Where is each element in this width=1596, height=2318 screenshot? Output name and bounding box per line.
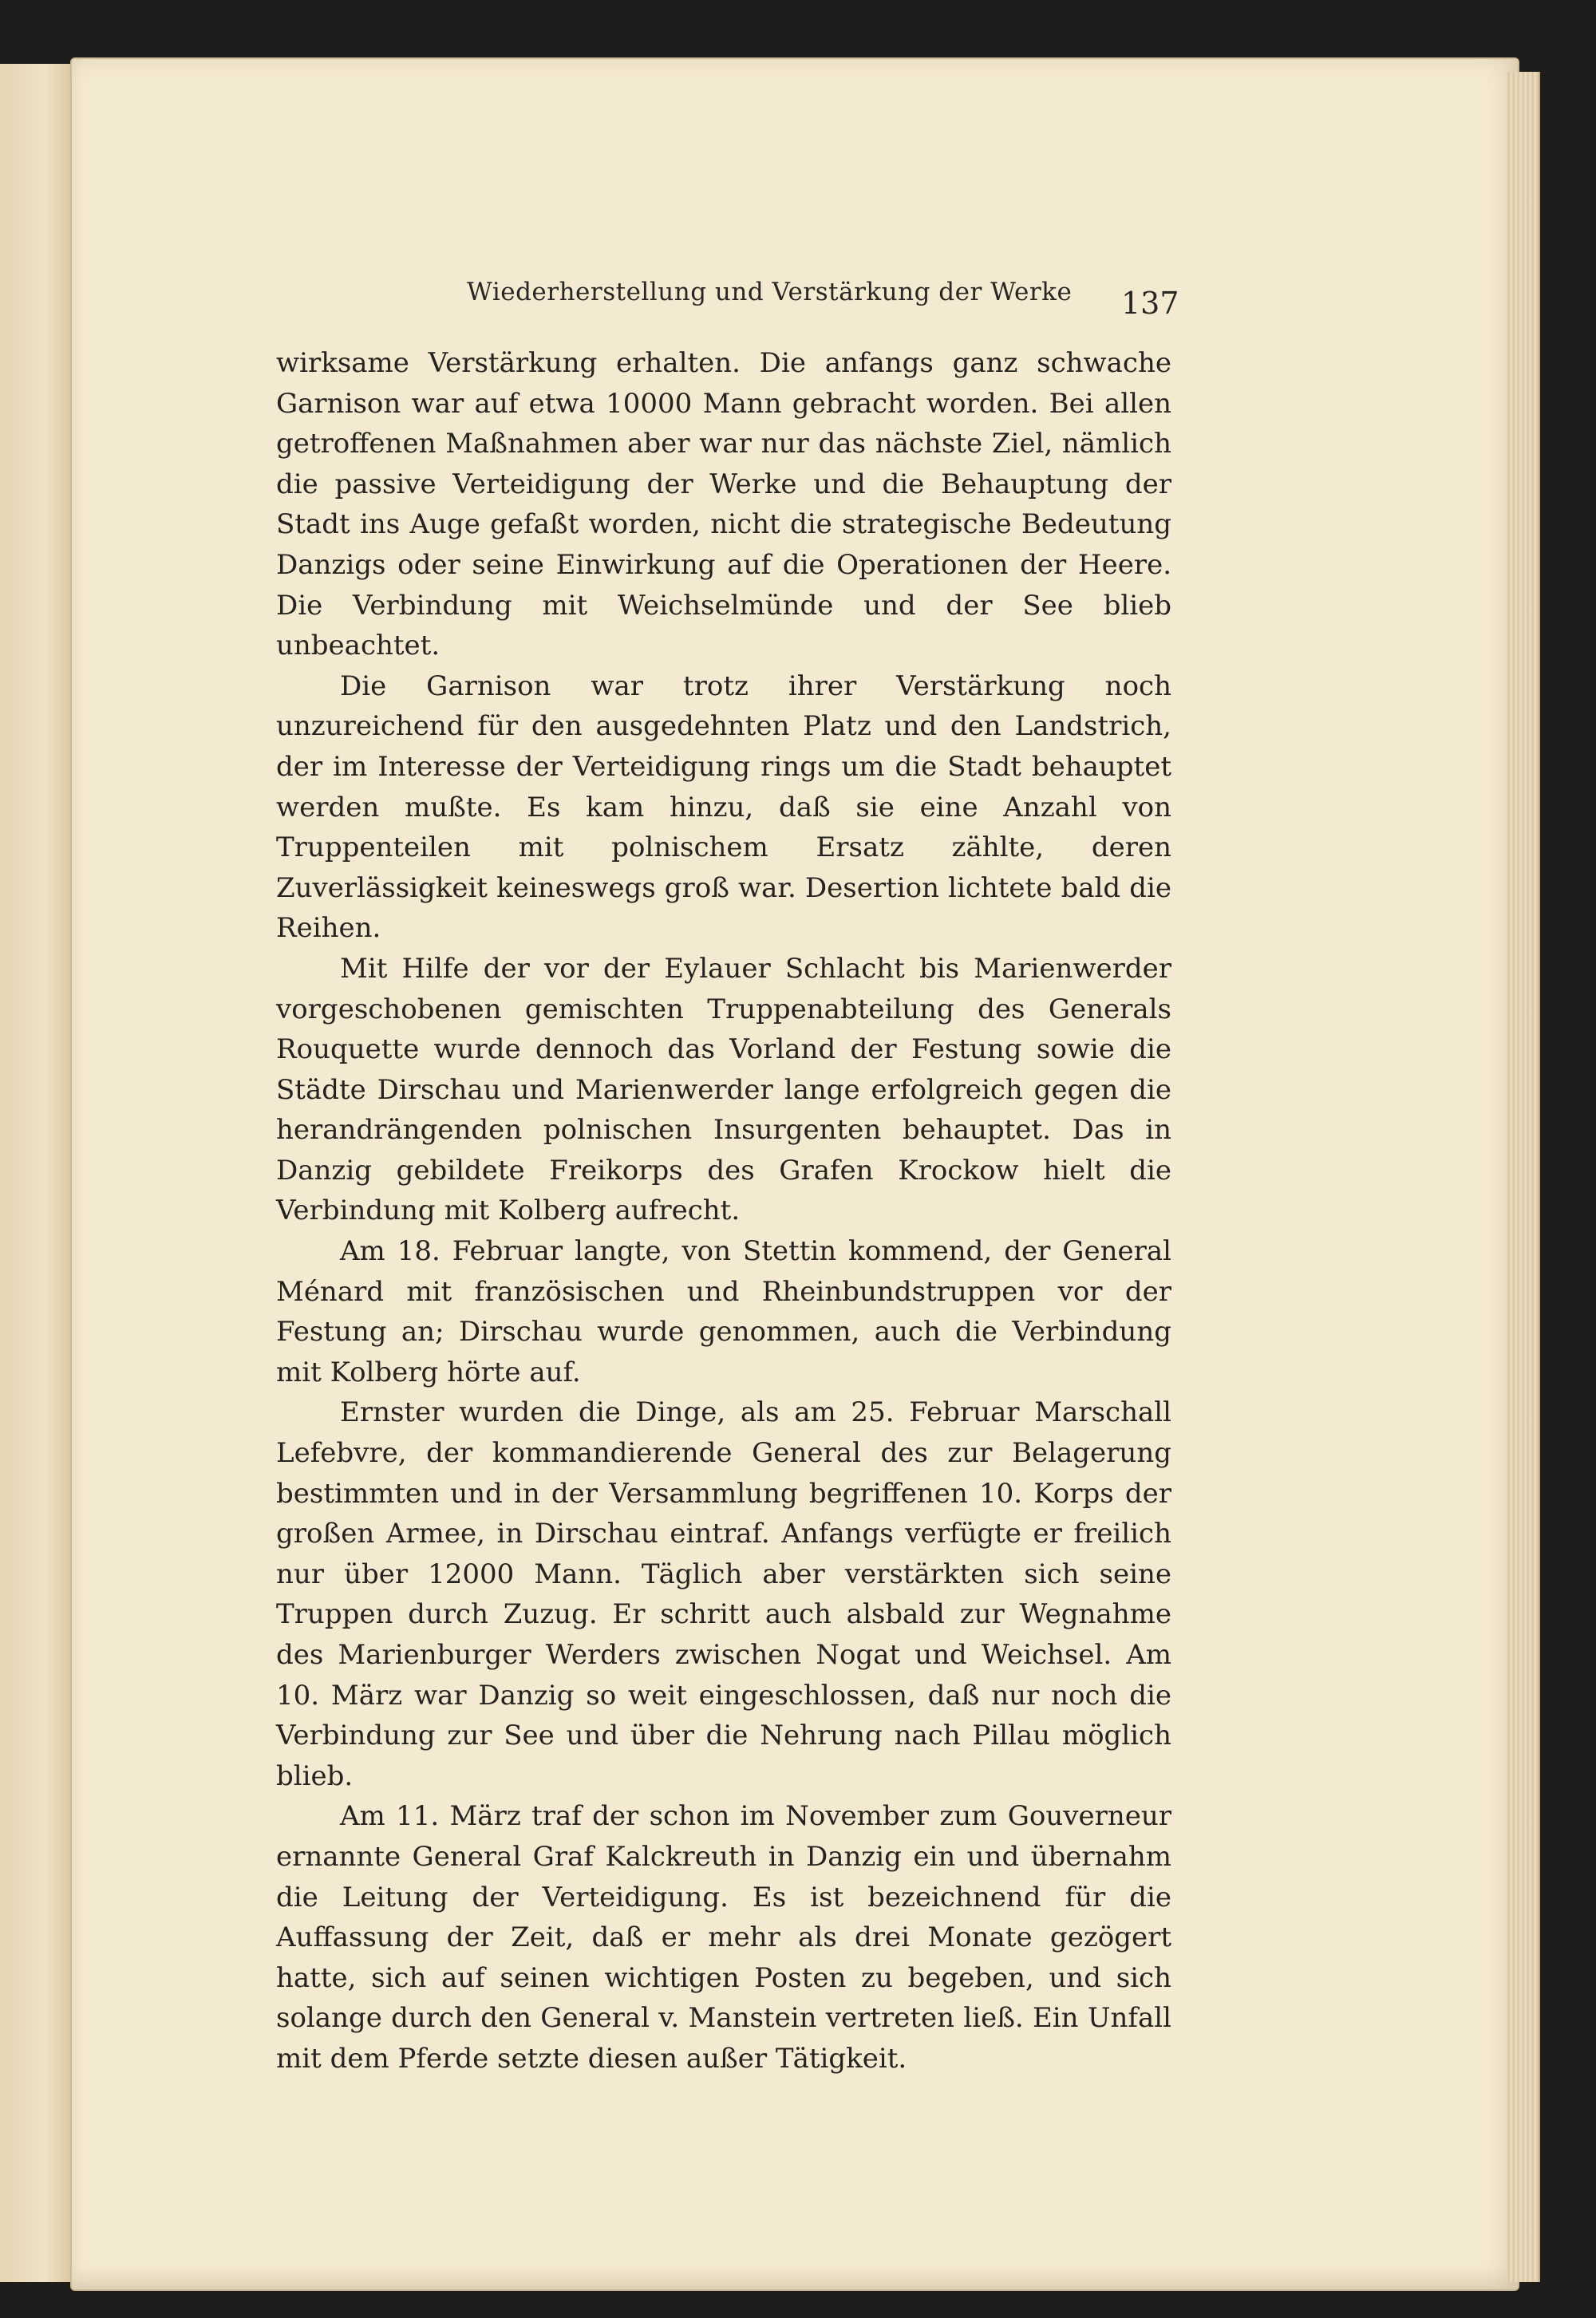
paragraph: Ernster wurden die Dinge, als am 25. Februar Marschall Lefebvre, der kommandierende General des zur Belagerung bestimmten und in der Versammlung begriffenen 10. Korps der großen Armee, in Dirschau eintraf. Anfangs verfügte er freilich nur über 12000 Mann. Täglich aber verstärkten sich seine Truppen durch Zuzug. Er schritt auch alsbald zur Wegnahme des Marienburger Werders zwischen Nogat und Weichsel. Am 10. März war Danzig so weit eingeschlossen, daß nur noch die Verbindung zur See und über die Nehrung nach Pillau möglich blieb. bbox=[276, 1396, 1171, 1792]
body-text bbox=[276, 343, 1171, 2079]
running-header: Wiederherstellung und Verstärkung der Werke bbox=[467, 278, 1073, 306]
paragraph: Am 18. Februar langte, von Stettin kommend, der General Ménard mit französischen und Rheinbundstruppen vor der Festung an; Dirschau wurde genommen, auch die Verbindung mit Kolberg hörte auf. bbox=[276, 1235, 1171, 1388]
paragraph: Am 11. März traf der schon im November zum Gouverneur ernannte General Graf Kalckreuth in Danzig ein und übernahm die Leitung der Verteidigung. Es ist bezeichnend für die Auffassung der Zeit, daß er mehr als drei Monate gezögert hatte, sich auf seinen wichtigen Posten zu begeben, und sich solange durch den General v. Manstein vertreten ließ. Ein Unfall mit dem Pferde setzte diesen außer Tätigkeit. bbox=[276, 1800, 1171, 2075]
page-number: 137 bbox=[1121, 286, 1179, 321]
facing-page-edge bbox=[0, 64, 78, 2282]
paragraph: Die Garnison war trotz ihrer Verstärkung noch unzureichend für den ausgedehnten Platz und den Landstrich, der im Interesse der Verteidigung rings um die Stadt behauptet werden mußte. Es kam hinzu, daß sie eine Anzahl von Truppenteilen mit polnischem Ersatz zählte, deren Zuverlässigkeit keineswegs groß war. Desertion lichtete bald die Reihen. bbox=[276, 669, 1171, 945]
page-stack-edge bbox=[1507, 72, 1540, 2282]
paragraph: Mit Hilfe der vor der Eylauer Schlacht bis Marienwerder vorgeschobenen gemischten Truppenabteilung des Generals Rouquette wurde dennoch das Vorland der Festung sowie die Städte Dirschau und Marienwerder lange erfolgreich gegen die herandrängenden polnischen Insurgenten behauptet. Das in Danzig gebildete Freikorps des Grafen Krockow hielt die Verbindung mit Kolberg aufrecht. bbox=[276, 952, 1171, 1227]
paragraph: wirksame Verstärkung erhalten. Die anfangs ganz schwache Garnison war auf etwa 10000 Mann gebracht worden. Bei allen getroffenen Maßnahmen aber war nur das nächste Ziel, nämlich die passive Verteidigung der Werke und die Behauptung der Stadt ins Auge gefaßt worden, nicht die strategische Bedeutung Danzigs oder seine Einwirkung auf die Operationen der Heere. Die Verbindung mit Weichselmünde und der See blieb unbeachtet. bbox=[276, 347, 1171, 662]
